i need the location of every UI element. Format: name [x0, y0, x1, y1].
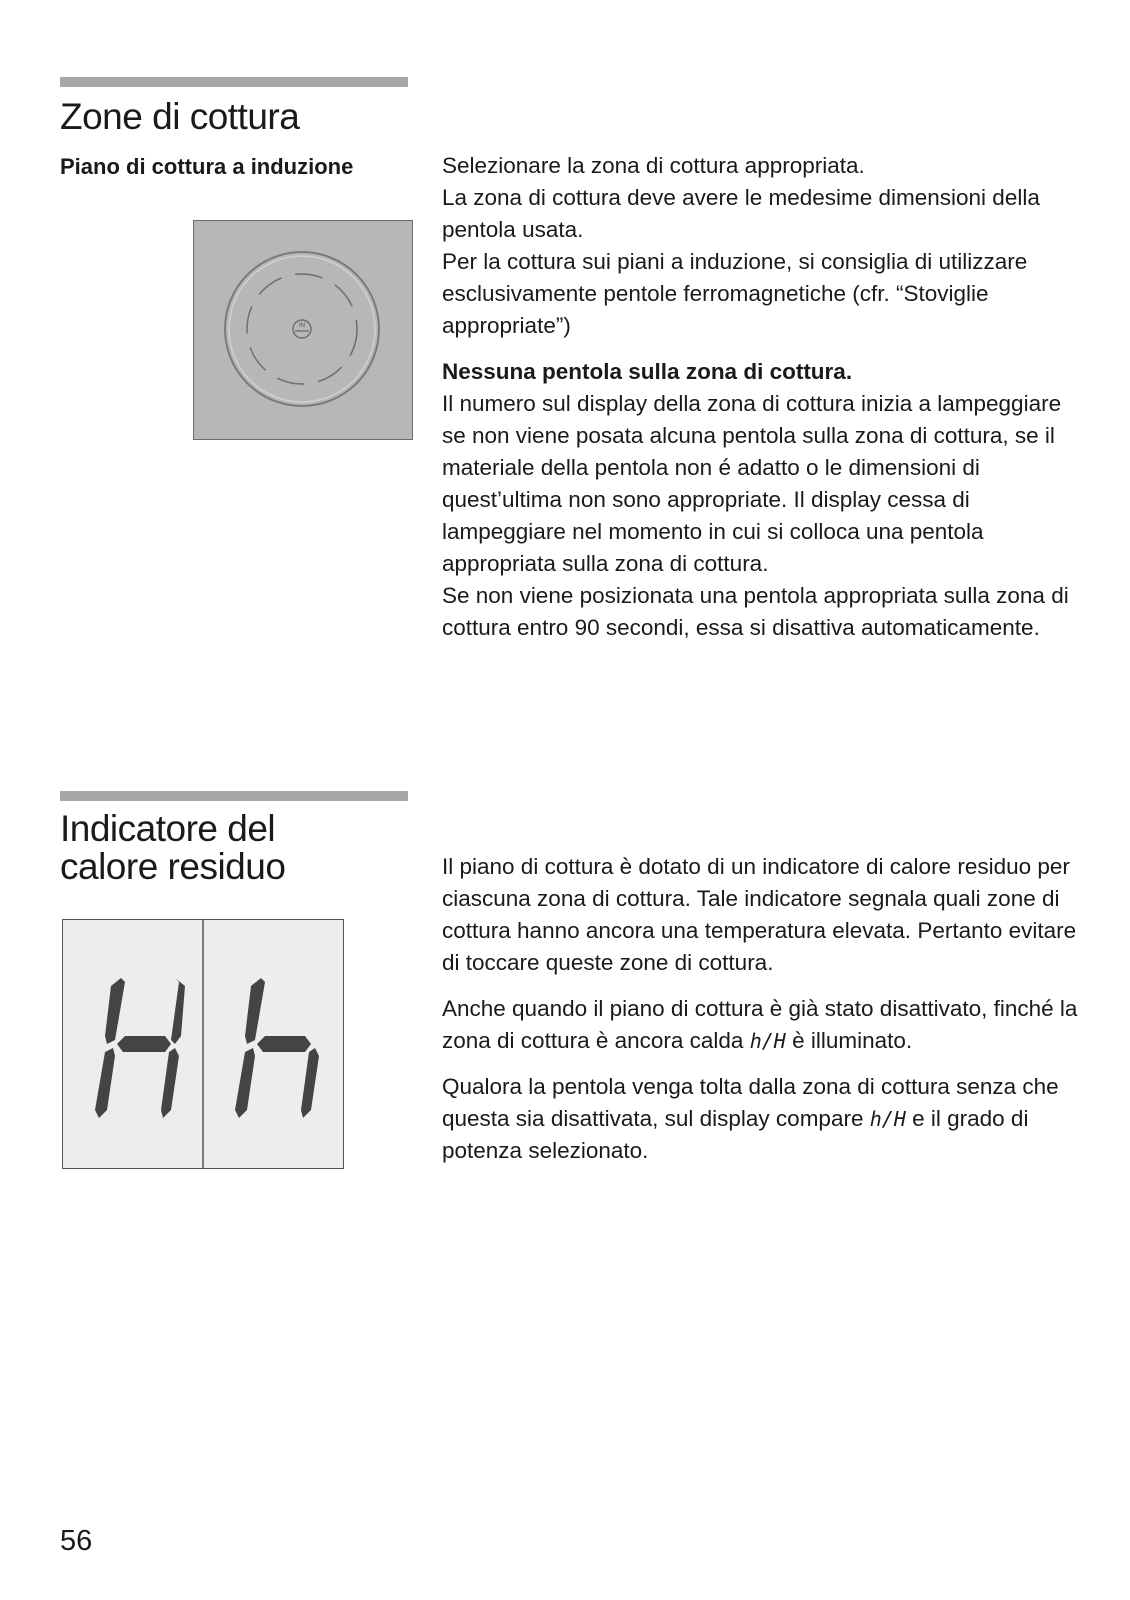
section-title-indicator — [60, 810, 285, 886]
section2-body — [442, 851, 1082, 1167]
hh-symbol: h/H — [749, 1029, 786, 1053]
body-paragraph: La zona di cottura deve avere le medesime dimensioni della pentola usata. — [442, 185, 1040, 242]
bold-heading: Nessuna pentola sulla zona di cottura. — [442, 359, 853, 384]
hh-symbol: h/H — [869, 1107, 906, 1131]
page-number: 56 — [60, 1525, 93, 1557]
section1-body — [442, 150, 1082, 644]
body-paragraph: Per la cottura sui piani a induzione, si consiglia di utilizzare esclusivamente pentole ferromagnetiche (cfr. “Stoviglie appropriate”) — [442, 249, 1028, 338]
body-paragraph: Se non viene posizionata una pentola appropriata sulla zona di cottura entro 90 secondi, essa si disattiva automaticamente. — [442, 583, 1069, 640]
section-title-zone: Zone di cottura — [60, 96, 300, 137]
body-paragraph: Il numero sul display della zona di cottura inizia a lampeggiare se non viene posata alcuna pentola sulla zona di cottura, se il materiale della pentola non é adatto o le dimensioni di quest’ultima non sono appropriate. Il display cessa di lampeggiare nel momento in cui si colloca una pentola appropriata sulla zona di cottura. — [442, 391, 1062, 576]
text-fragment: Anche quando il piano di cottura è già stato disattivato, finché la zona di cottura è ancora calda — [442, 996, 1078, 1053]
text-fragment: è illuminato. — [792, 1028, 913, 1053]
section-rule-top — [60, 791, 408, 801]
section-rule-top — [60, 77, 408, 87]
section-title-line: Indicatore del — [60, 808, 276, 849]
hh-display-icon — [63, 920, 343, 1168]
body-paragraph: Il piano di cottura è dotato di un indicatore di calore residuo per ciascuna zona di cottura. Tale indicatore segnala quali zone di cottura hanno ancora una temperatura elevata. Pertanto evitare di toccare queste zone di cottura. — [442, 854, 1077, 975]
body-paragraph-removed — [442, 1071, 1082, 1167]
induction-hob-illustration — [193, 220, 413, 440]
body-paragraph-calda — [442, 993, 1082, 1057]
text-fragment: e il grado di potenza selezionato. — [442, 1106, 1029, 1163]
subtitle-induction: Piano di cottura a induzione — [60, 154, 354, 179]
text-fragment: Qualora la pentola venga tolta dalla zona di cottura senza che questa sia disattivata, sul display compare — [442, 1074, 1059, 1131]
cooking-zone-icon — [194, 221, 412, 439]
body-paragraph: Selezionare la zona di cottura appropriata. — [442, 153, 865, 178]
residual-heat-display-illustration — [62, 919, 344, 1169]
svg-text:IN: IN — [299, 323, 305, 329]
section-title-line: calore residuo — [60, 846, 286, 887]
